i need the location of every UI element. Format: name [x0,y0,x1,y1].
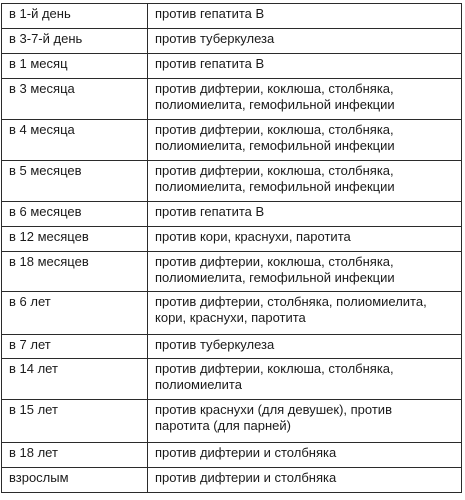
age-cell: в 3-7-й день [2,29,148,54]
vaccine-cell: против гепатита В [148,202,462,227]
vaccine-cell: против дифтерии, столбняка, полиомиелита, кори, краснухи, паротита [148,292,462,335]
vaccine-cell: против краснухи (для девушек), против паротита (для парней) [148,400,462,443]
age-cell: в 6 лет [2,292,148,335]
age-cell: в 18 лет [2,443,148,468]
vaccine-cell: против гепатита В [148,54,462,79]
vaccine-cell: против дифтерии, коклюша, столбняка, полиомиелита, гемофильной инфекции [148,252,462,292]
age-cell: взрослым [2,468,148,493]
table-row [2,443,462,468]
table-row [2,4,462,29]
age-cell: в 3 месяца [2,79,148,120]
vaccine-cell: против дифтерии, коклюша, столбняка, полиомиелита, гемофильной инфекции [148,79,462,120]
vaccination-table [1,3,462,493]
table-row [2,252,462,292]
table-row [2,29,462,54]
vaccine-cell: против дифтерии и столбняка [148,443,462,468]
vaccine-cell: против кори, краснухи, паротита [148,227,462,252]
vaccination-schedule [1,3,461,493]
age-cell: в 4 месяца [2,120,148,161]
vaccine-cell: против дифтерии и столбняка [148,468,462,493]
age-cell: в 12 месяцев [2,227,148,252]
table-row [2,359,462,400]
table-body [2,4,462,493]
table-row [2,120,462,161]
table-row [2,227,462,252]
table-row [2,79,462,120]
table-row [2,400,462,443]
vaccine-cell: против туберкулеза [148,29,462,54]
table-row [2,202,462,227]
vaccine-cell: против дифтерии, коклюша, столбняка, полиомиелита, гемофильной инфекции [148,161,462,202]
age-cell: в 7 лет [2,335,148,359]
age-cell: в 14 лет [2,359,148,400]
age-cell: в 1-й день [2,4,148,29]
table-row [2,161,462,202]
table-row [2,292,462,335]
age-cell: в 6 месяцев [2,202,148,227]
vaccine-cell: против гепатита В [148,4,462,29]
vaccine-cell: против дифтерии, коклюша, столбняка, полиомиелита [148,359,462,400]
table-row [2,468,462,493]
age-cell: в 15 лет [2,400,148,443]
vaccine-cell: против туберкулеза [148,335,462,359]
vaccine-cell: против дифтерии, коклюша, столбняка, полиомиелита, гемофильной инфекции [148,120,462,161]
age-cell: в 5 месяцев [2,161,148,202]
table-row [2,335,462,359]
age-cell: в 18 месяцев [2,252,148,292]
table-row [2,54,462,79]
age-cell: в 1 месяц [2,54,148,79]
